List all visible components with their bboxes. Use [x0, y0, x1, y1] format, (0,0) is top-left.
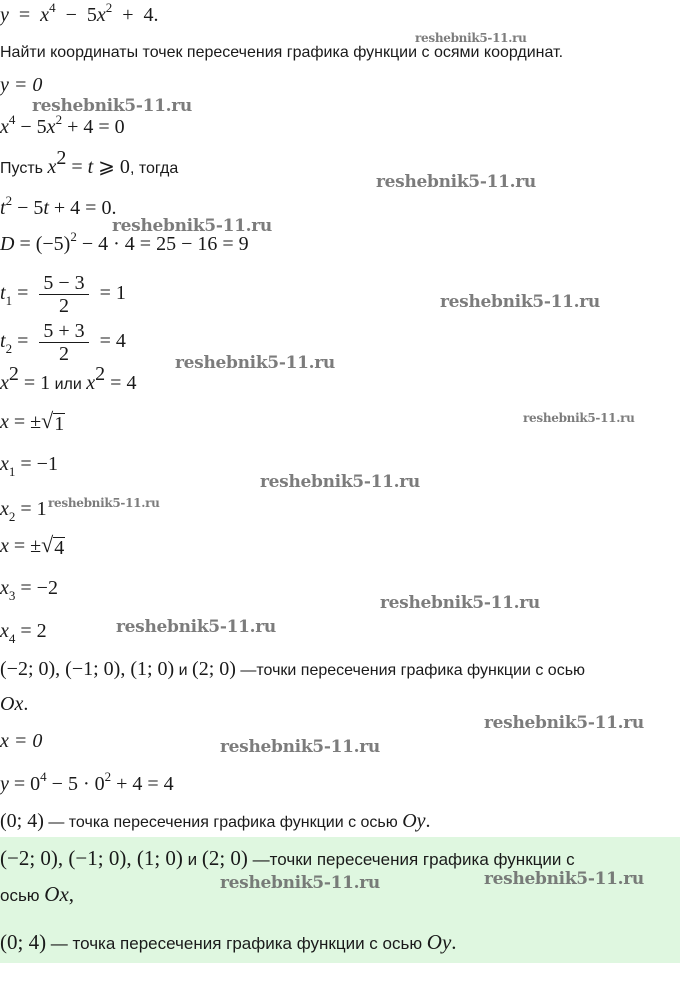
term: − 5 [12, 197, 44, 219]
exponent: 4 [8, 112, 16, 127]
var-t: t [0, 197, 6, 219]
text-let: Пусть [0, 160, 48, 177]
term: = ± [8, 411, 42, 433]
description: —точки пересечения графика функции с осью [235, 662, 586, 679]
watermark: reshebnik5-11.ru [48, 496, 160, 510]
watermark: reshebnik5-11.ru [376, 172, 536, 192]
watermark: reshebnik5-11.ru [116, 617, 276, 637]
text-then: , тогда [129, 160, 179, 177]
points: (−2; 0), (−1; 0), (1; 0) [0, 658, 175, 680]
var-t: t [0, 282, 6, 305]
watermark: reshebnik5-11.ru [112, 216, 272, 236]
answer-line-2 [0, 882, 74, 907]
term: − 5 [15, 116, 47, 138]
denominator: 2 [58, 343, 69, 365]
root-t2 [0, 320, 126, 365]
var-x: x [46, 116, 56, 138]
answer-line-1 [0, 846, 575, 871]
var-x: x [47, 156, 57, 178]
radicand: 4 [54, 537, 65, 559]
term: = −1 [15, 453, 58, 475]
var-t: t [43, 197, 49, 219]
var-x: x [0, 372, 9, 394]
term: = 0 [8, 773, 41, 795]
comma: , [68, 882, 75, 906]
plus-sign: + [122, 4, 134, 26]
text-and: и [174, 662, 193, 679]
watermark: reshebnik5-11.ru [440, 292, 600, 312]
term: = 1 [18, 372, 51, 394]
term: − 5 · 0 [46, 773, 105, 795]
root-x4 [0, 620, 47, 646]
x-plus-minus-sqrt4 [0, 532, 65, 558]
inequality: ⩾ 0 [93, 156, 130, 178]
var-x: x [86, 372, 96, 394]
term: = ± [8, 535, 42, 557]
subscript: 1 [5, 293, 13, 309]
ox-intersections [0, 658, 585, 681]
watermark: reshebnik5-11.ru [260, 472, 420, 492]
numerator: 5 + 3 [43, 320, 85, 342]
equation-x-zero: x = 0 [0, 730, 43, 752]
radical-sign: √ [41, 408, 54, 433]
var-x: x [0, 577, 9, 599]
exponent: 2 [70, 229, 77, 244]
period: . [425, 810, 431, 832]
axis-name: Oy [426, 930, 452, 954]
var-x: x [0, 453, 9, 475]
answer-box [0, 837, 680, 963]
var-x: x [40, 4, 50, 26]
period: . [23, 693, 29, 715]
period: . [451, 930, 457, 954]
exponent: 2 [56, 147, 67, 169]
var-t: t [87, 156, 94, 178]
term: + 4 = 0 [62, 116, 125, 138]
point: (2; 0) [192, 658, 236, 680]
exponent: 2 [55, 112, 63, 127]
watermark: reshebnik5-11.ru [380, 593, 540, 613]
exponent: 2 [95, 363, 106, 385]
minus-sign: − [65, 4, 77, 26]
watermark: reshebnik5-11.ru [32, 96, 192, 116]
exponent: 2 [105, 0, 113, 15]
exponent: 4 [49, 0, 56, 15]
result: = 1 [94, 282, 126, 305]
x-squared-values [0, 363, 137, 395]
oy-intersection [0, 810, 431, 833]
axis-name: Ox [44, 882, 69, 906]
exponent: 2 [5, 193, 13, 208]
description: осью [0, 886, 45, 905]
equals-sign: = [12, 330, 34, 353]
point: (0; 4) [0, 810, 44, 832]
result: = 4 [94, 330, 126, 353]
term: = 4 [105, 372, 137, 394]
watermark: reshebnik5-11.ru [175, 353, 335, 373]
var-x: x [0, 498, 9, 520]
root-x1 [0, 453, 58, 479]
task-statement: Найти координаты точек пересечения графика функции с осями координат. [0, 44, 564, 61]
subscript: 1 [8, 464, 16, 479]
watermark: reshebnik5-11.ru [220, 873, 380, 893]
var-y: y [0, 4, 9, 26]
var-x: x [0, 620, 9, 642]
subscript: 2 [8, 509, 16, 524]
exponent: 2 [104, 769, 112, 784]
root-x3 [0, 577, 58, 603]
radicand: 1 [54, 413, 65, 435]
equation-biquadratic [0, 112, 125, 139]
term: = −2 [15, 577, 58, 599]
watermark: reshebnik5-11.ru [220, 737, 380, 757]
description: —точки пересечения графика функции с [247, 850, 575, 869]
equals-sign: = [18, 4, 31, 26]
text-or: или [50, 376, 87, 393]
var-d: D [0, 233, 15, 255]
description: — точка пересечения графика функции с осью [46, 934, 427, 953]
sqrt [41, 532, 65, 558]
description: — точка пересечения графика функции с осью [43, 814, 403, 831]
exponent: 2 [8, 363, 19, 385]
term: − 4 · 4 = 25 − 16 = 9 [76, 233, 249, 255]
exponent: 4 [40, 769, 47, 784]
point: (0; 4) [0, 930, 47, 954]
root-t1 [0, 272, 126, 317]
var-x: x [0, 411, 9, 433]
var-t: t [0, 330, 6, 353]
equation-y-zero: y = 0 [0, 74, 43, 96]
root-x2 [0, 498, 47, 524]
quadratic-in-t [0, 193, 117, 220]
var-x: x [0, 535, 9, 557]
term: = (−5) [14, 233, 71, 255]
function-equation [0, 0, 159, 27]
y-at-zero [0, 769, 174, 796]
watermark: reshebnik5-11.ru [484, 869, 644, 889]
numerator: 5 − 3 [43, 272, 85, 294]
x-plus-minus-sqrt1 [0, 408, 65, 434]
subscript: 4 [8, 631, 16, 646]
watermark: reshebnik5-11.ru [484, 713, 644, 733]
answer-line-3 [0, 930, 457, 955]
var-x: x [96, 4, 106, 26]
substitution-line [0, 147, 179, 179]
var-y: y [0, 773, 9, 795]
text-and: и [182, 850, 202, 869]
points: (−2; 0), (−1; 0), (1; 0) [0, 846, 183, 870]
equals-sign: = [12, 282, 34, 305]
term: + 4 = 4 [111, 773, 174, 795]
term: = 1 [15, 498, 47, 520]
sqrt [41, 408, 65, 434]
point: (2; 0) [201, 846, 248, 870]
discriminant [0, 229, 249, 256]
axis-name: Ox [0, 693, 24, 715]
subscript: 2 [5, 341, 13, 357]
denominator: 2 [58, 295, 69, 317]
constant: 4. [143, 4, 159, 26]
equals-sign: = [66, 156, 88, 178]
var-x: x [0, 116, 9, 138]
term: = 2 [15, 620, 47, 642]
coefficient: 5 [86, 4, 97, 26]
axis-ox [0, 693, 28, 716]
term: + 4 = 0. [48, 197, 117, 219]
watermark: reshebnik5-11.ru [415, 31, 527, 45]
radical-sign: √ [41, 532, 54, 557]
axis-name: Oy [402, 810, 426, 832]
fraction [39, 320, 88, 365]
subscript: 3 [8, 588, 16, 603]
watermark: reshebnik5-11.ru [523, 411, 635, 425]
fraction [39, 272, 88, 317]
